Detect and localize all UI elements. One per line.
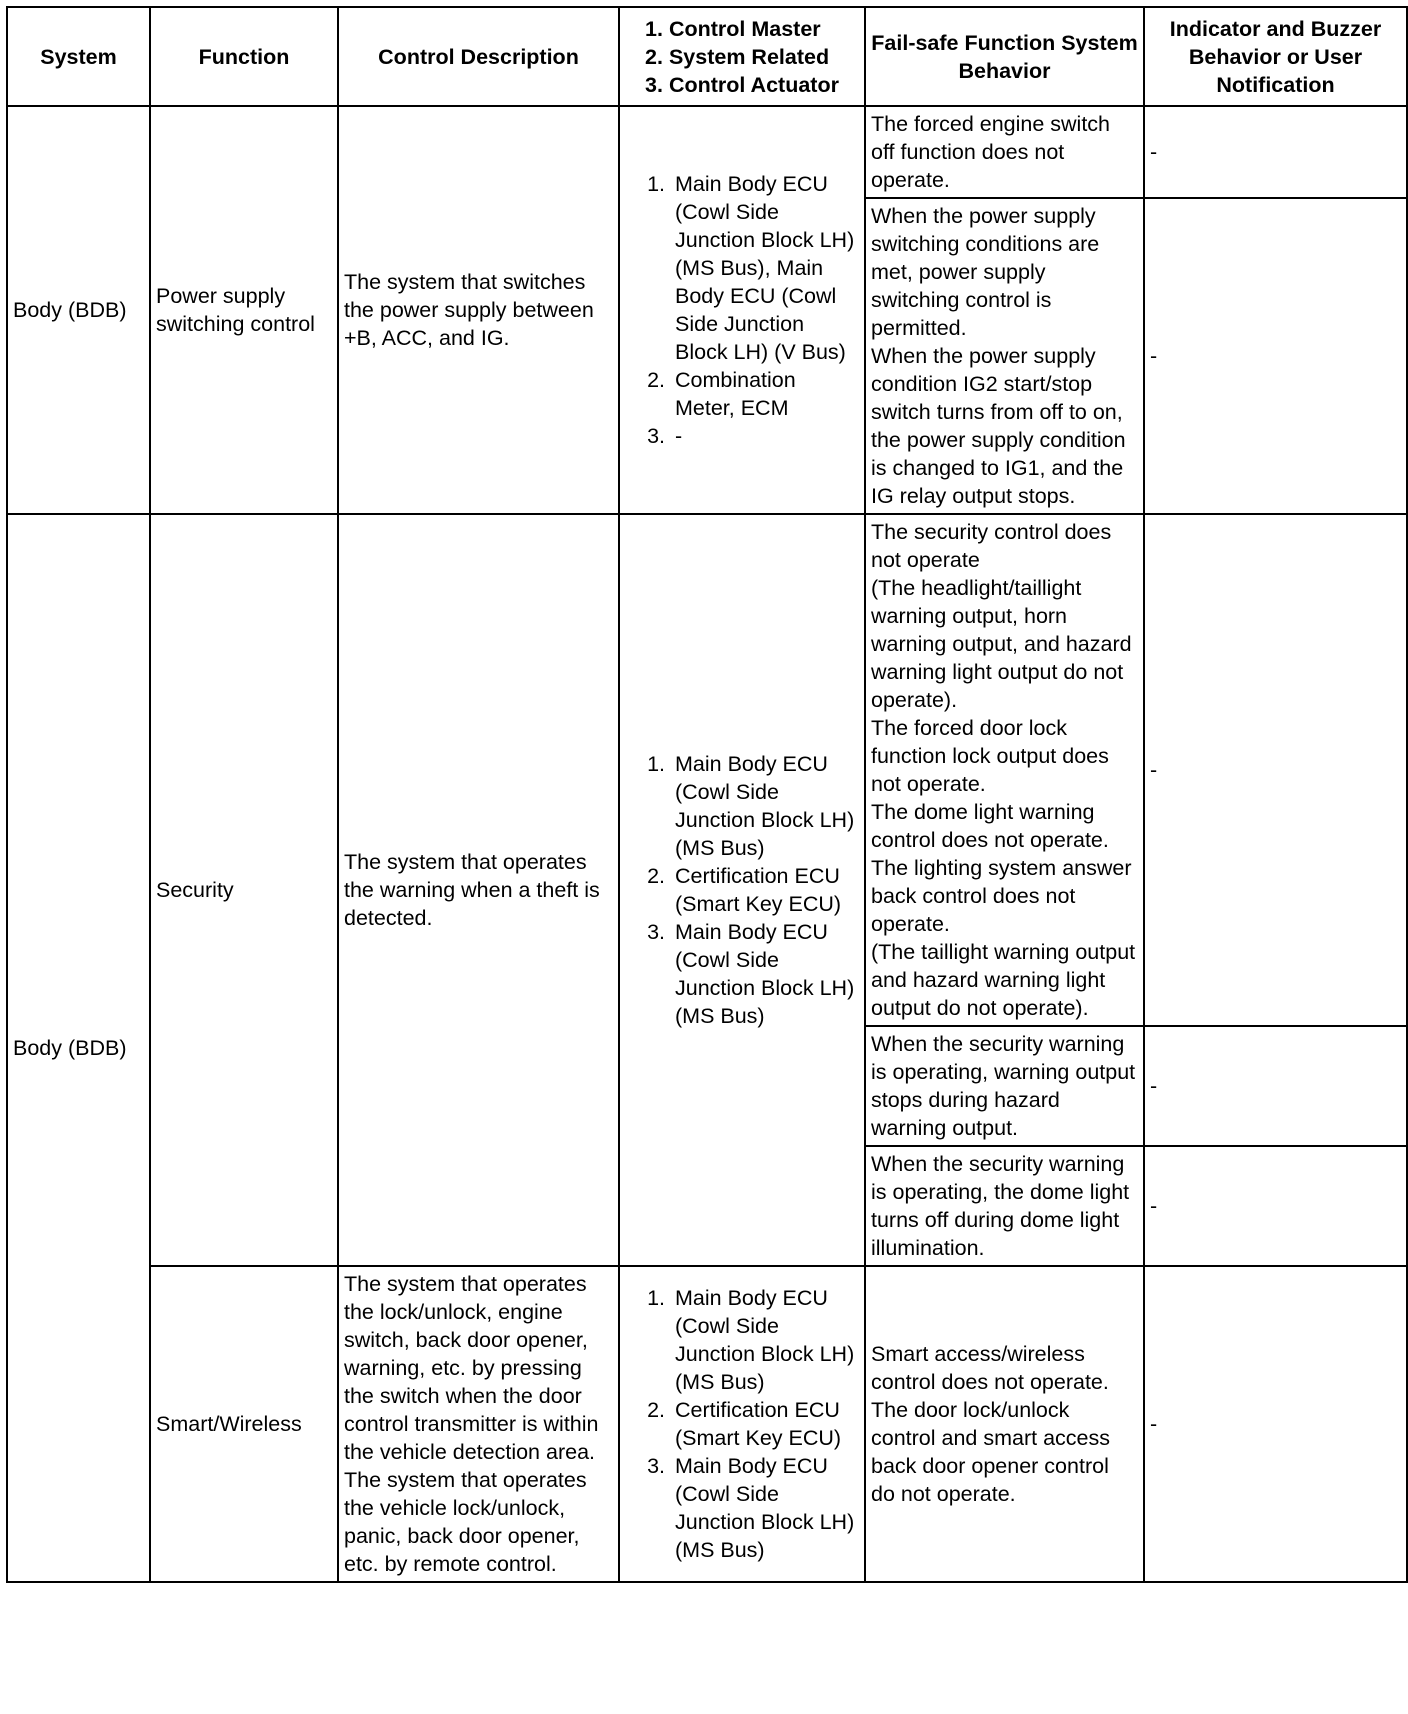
description-cell: The system that switches the power supply between +B, ACC, and IG. <box>338 106 619 514</box>
failsafe-cell: The forced engine switch off function does not operate. <box>865 106 1144 198</box>
indicator-cell: - <box>1144 514 1407 1026</box>
controls-list <box>625 170 859 450</box>
failsafe-cell: When the security warning is operating, warning output stops during hazard warning output. <box>865 1026 1144 1146</box>
description-cell: The system that operates the lock/unlock, engine switch, back door opener, warning, etc. by pressing the switch when the door control transmitter is within the vehicle detection area. The system that operates the vehicle lock/unlock, panic, back door opener, etc. by remote control. <box>338 1266 619 1582</box>
header-control-master: 1. Control Master <box>645 16 821 41</box>
header-function: Function <box>150 7 338 106</box>
header-failsafe: Fail-safe Function System Behavior <box>865 7 1144 106</box>
controls-cell <box>619 514 865 1266</box>
list-item: 1. Main Body ECU (Cowl Side Junction Block LH) (MS Bus), Main Body ECU (Cowl Side Junction Block LH) (V Bus) <box>671 170 859 366</box>
controls-cell <box>619 1266 865 1582</box>
description-cell: The system that operates the warning when a theft is detected. <box>338 514 619 1266</box>
list-item: 3. - <box>671 422 859 450</box>
failsafe-cell: Smart access/wireless control does not operate. The door lock/unlock control and smart access back door opener control do not operate. <box>865 1266 1144 1582</box>
function-cell: Security <box>150 514 338 1266</box>
list-item: 3. Main Body ECU (Cowl Side Junction Block LH) (MS Bus) <box>671 1452 859 1564</box>
failsafe-cell: When the power supply switching conditions are met, power supply switching control is permitted. When the power supply condition IG2 start/stop switch turns from off to on, the power supply condition is changed to IG1, and the IG relay output stops. <box>865 198 1144 514</box>
list-item: 1. Main Body ECU (Cowl Side Junction Block LH) (MS Bus) <box>671 750 859 862</box>
header-control-description: Control Description <box>338 7 619 106</box>
header-indicator: Indicator and Buzzer Behavior or User Notification <box>1144 7 1407 106</box>
failsafe-cell: The security control does not operate (The headlight/taillight warning output, horn warning output, and hazard warning light output do not operate). The forced door lock function lock output does not operate. The dome light warning control does not operate. The lighting system answer back control does not operate. (The taillight warning output and hazard warning light output do not operate). <box>865 514 1144 1026</box>
function-cell: Power supply switching control <box>150 106 338 514</box>
header-row <box>7 7 1407 106</box>
header-control-actuator: 3. Control Actuator <box>645 72 839 97</box>
header-system-related: 2. System Related <box>645 44 830 69</box>
indicator-cell: - <box>1144 106 1407 198</box>
table-row <box>7 514 1407 1026</box>
table-row <box>7 1266 1407 1582</box>
indicator-cell: - <box>1144 1026 1407 1146</box>
header-control-roles <box>619 7 865 106</box>
list-item: 3. Main Body ECU (Cowl Side Junction Block LH) (MS Bus) <box>671 918 859 1030</box>
function-cell: Smart/Wireless <box>150 1266 338 1582</box>
system-cell: Body (BDB) <box>7 106 150 514</box>
list-item: 2. Certification ECU (Smart Key ECU) <box>671 1396 859 1452</box>
failsafe-cell: When the security warning is operating, the dome light turns off during dome light illumination. <box>865 1146 1144 1266</box>
list-item: 2. Combination Meter, ECM <box>671 366 859 422</box>
table-row <box>7 106 1407 198</box>
indicator-cell: - <box>1144 1266 1407 1582</box>
controls-list <box>625 750 859 1030</box>
header-system: System <box>7 7 150 106</box>
controls-list <box>625 1284 859 1564</box>
list-item: 2. Certification ECU (Smart Key ECU) <box>671 862 859 918</box>
controls-cell <box>619 106 865 514</box>
indicator-cell: - <box>1144 1146 1407 1266</box>
list-item: 1. Main Body ECU (Cowl Side Junction Block LH) (MS Bus) <box>671 1284 859 1396</box>
system-cell: Body (BDB) <box>7 514 150 1582</box>
indicator-cell: - <box>1144 198 1407 514</box>
failsafe-table <box>6 6 1408 1583</box>
